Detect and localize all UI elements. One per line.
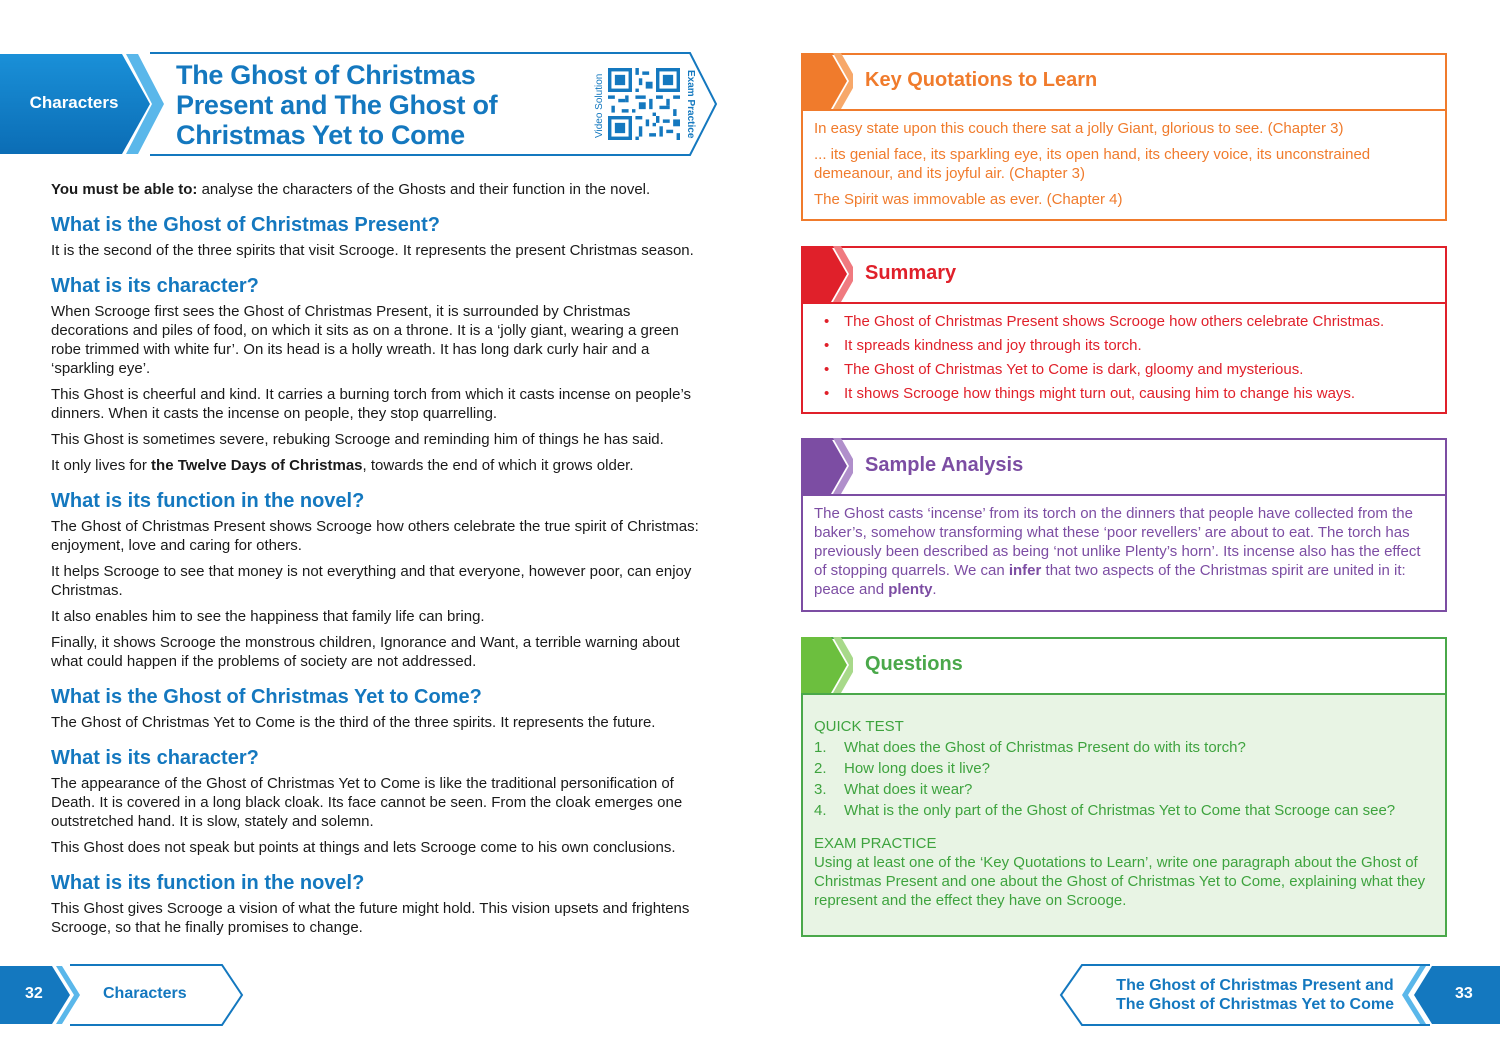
chevron-icon [801, 637, 853, 693]
page-title [176, 60, 596, 150]
question-text: How long does it live? [844, 760, 990, 777]
paragraph: This Ghost does not speak but points at things and lets Scrooge come to his own conclusions. [51, 839, 676, 856]
chevron-icon [801, 246, 853, 302]
chevron-icon [801, 53, 853, 109]
paragraph: This Ghost is cheerful and kind. It carries a burning torch from which it casts incense on people’s dinners. When it casts the incense on people, they stop quarrelling. [51, 386, 692, 422]
paragraph: This Ghost is sometimes severe, rebuking Scrooge and reminding him of things he has said. [51, 431, 664, 448]
exam-practice-text: Using at least one of the ‘Key Quotations to Learn’, write one paragraph about the Ghost of Christmas Present and one about the Ghost of Christmas Yet to Come, explaining what they represent and the effect they have on Scrooge. [814, 854, 1426, 909]
summary-body [803, 304, 1445, 418]
paragraph: Finally, it shows Scrooge the monstrous children, Ignorance and Want, a terrible warning about what could happen if the problems of society are not addressed. [51, 634, 680, 670]
sample-analysis-box [801, 438, 1447, 612]
paragraph: The Ghost of Christmas Yet to Come is the third of the three spirits. It represents the future. [51, 714, 656, 731]
summary-list [814, 312, 1434, 403]
page-number-left: 32 [25, 985, 43, 1002]
header-section-label: Characters [29, 93, 119, 112]
question-number: 3. [814, 781, 827, 798]
must-label: You must be able to: [51, 181, 198, 198]
sample-analysis-body [803, 496, 1445, 609]
summary-header [803, 248, 1445, 304]
list-item: • The Ghost of Christmas Yet to Come is dark, gloomy and mysterious. [814, 360, 1434, 379]
quotation: In easy state upon this couch there sat a jolly Giant, glorious to see. (Chapter 3) [814, 120, 1344, 137]
text: The Ghost casts ‘incense’ from its torch on the dinners that people have collected from the baker’s, somehow transforming what these ‘poor revellers’ are about to eat. The torch has previously been described as being ‘not unlike Plenty’s horn’. Its incense also has the effect of stopping quarrels. We can [814, 505, 1421, 579]
footer-right-line-1: The Ghost of Christmas Present and [1116, 977, 1394, 994]
qr-video-label: Video Solution [594, 73, 605, 138]
question-text: What is the only part of the Ghost of Christmas Yet to Come that Scrooge can see? [844, 802, 1396, 819]
heading-present-character: What is its character? [51, 275, 259, 297]
list-item [814, 780, 1434, 799]
key-quotations-title: Key Quotations to Learn [865, 69, 1098, 91]
heading-yet-character: What is its character? [51, 747, 259, 769]
sample-analysis-header [803, 440, 1445, 496]
key-quotations-box [801, 53, 1447, 221]
paragraph: When Scrooge first sees the Ghost of Christmas Present, it is surrounded by Christmas decorations and piles of food, on which it sits as on a throne. It is a ‘jolly giant, wearing a green robe trimmed with white fur’. On its head is a holly wreath. It has long dark curly hair and a ‘sparkling eye’. [51, 303, 679, 377]
paragraph: It is the second of the three spirits that visit Scrooge. It represents the present Christmas season. [51, 242, 694, 259]
paragraph: It also enables him to see the happiness that family life can bring. [51, 608, 485, 625]
paragraph: The Ghost of Christmas Present shows Scrooge how others celebrate the true spirit of Christmas: enjoyment, love and caring for others. [51, 518, 699, 554]
quick-test-label: QUICK TEST [814, 718, 904, 735]
text: . [932, 581, 937, 598]
heading-ghost-present: What is the Ghost of Christmas Present? [51, 214, 440, 236]
key-quotations-header [803, 55, 1445, 111]
summary-box [801, 246, 1447, 414]
heading-present-function: What is its function in the novel? [51, 490, 365, 512]
question-text: What does the Ghost of Christmas Present do with its torch? [844, 739, 1246, 756]
questions-box [801, 637, 1447, 937]
summary-title: Summary [865, 262, 957, 284]
question-number: 1. [814, 739, 827, 756]
bold-text: infer [1008, 562, 1042, 579]
left-column [51, 180, 706, 944]
title-line-2: Present and The Ghost of [176, 90, 498, 120]
paragraph: It helps Scrooge to see that money is not everything and that everyone, however poor, can enjoy Christmas. [51, 563, 692, 599]
text: It only lives for [51, 457, 152, 474]
quotation: The Spirit was immovable as ever. (Chapter 4) [814, 191, 1123, 208]
exam-practice-label: EXAM PRACTICE [814, 835, 937, 852]
qr-code-icon[interactable] [608, 68, 680, 140]
paragraph [51, 456, 706, 475]
sample-analysis-title: Sample Analysis [865, 454, 1024, 476]
text: that two aspects of the Christmas spirit are united in it: peace and [814, 562, 1406, 598]
paragraph: This Ghost gives Scrooge a vision of what the future might hold. This vision upsets and frightens Scrooge, so that he finally promises to change. [51, 900, 690, 936]
quick-test-list [814, 738, 1434, 820]
questions-body [803, 695, 1445, 920]
footer-right-label [1080, 976, 1430, 1014]
bold-text: the Twelve Days of Christmas [151, 457, 363, 474]
must-be-able-to [51, 180, 706, 199]
qr-exam-label: Exam Practice [685, 70, 696, 139]
must-text: analyse the characters of the Ghosts and their function in the novel. [197, 181, 651, 198]
quotation: ... its genial face, its sparkling eye, its open hand, its cheery voice, its unconstrained demeanour, and its joyful air. (Chapter 3) [814, 146, 1371, 182]
list-item [814, 759, 1434, 778]
list-item: • It shows Scrooge how things might turn out, causing him to change his ways. [814, 384, 1434, 403]
list-item [814, 801, 1434, 820]
bold-text: plenty [888, 581, 933, 598]
question-text: What does it wear? [844, 781, 973, 798]
title-line-1: The Ghost of Christmas [176, 60, 476, 90]
title-line-3: Christmas Yet to Come [176, 120, 465, 150]
question-number: 4. [814, 802, 827, 819]
footer-left-label: Characters [103, 985, 187, 1002]
heading-ghost-yet-to-come: What is the Ghost of Christmas Yet to Come? [51, 686, 482, 708]
text: , towards the end of which it grows older. [362, 457, 634, 474]
list-item [814, 738, 1434, 757]
paragraph: The appearance of the Ghost of Christmas Yet to Come is like the traditional personification of Death. It is covered in a long black cloak. Its face cannot be seen. From the cloak emerges one outstretched hand. It is slow, stately and solemn. [51, 775, 683, 830]
page-number-right: 33 [1455, 985, 1473, 1002]
footer-right-line-2: The Ghost of Christmas Yet to Come [1116, 996, 1394, 1013]
list-item: • It spreads kindness and joy through its torch. [814, 336, 1434, 355]
question-number: 2. [814, 760, 827, 777]
questions-title: Questions [865, 653, 963, 675]
list-item: • The Ghost of Christmas Present shows Scrooge how others celebrate Christmas. [814, 312, 1434, 331]
chevron-icon [801, 438, 853, 494]
questions-header [803, 639, 1445, 695]
heading-yet-function: What is its function in the novel? [51, 872, 365, 894]
key-quotations-body [803, 111, 1445, 226]
